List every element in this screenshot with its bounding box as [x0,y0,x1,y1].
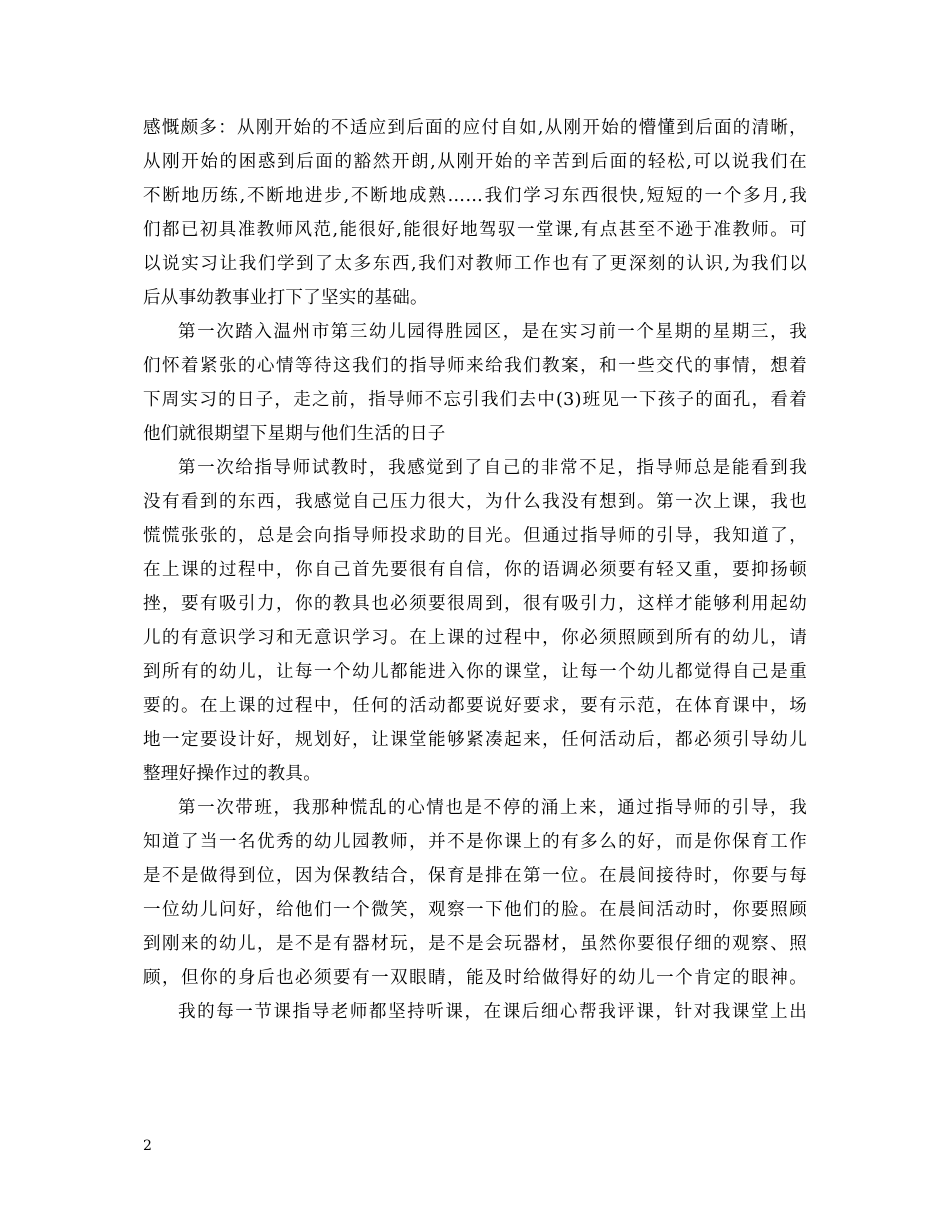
text-line: 他们就很期望下星期与他们生活的日子 [143,424,446,444]
text-line: 要的。在上课的过程中，任何的活动都要说好要求，要有示范，在体育课中，场 [143,696,807,716]
text-line: 没有看到的东西，我感觉自己压力很大，为什么我没有想到。第一次上课，我也 [143,492,807,512]
text-line: 感慨颇多：从刚开始的不适应到后面的应付自如,从刚开始的懵懂到后面的清晰， [143,118,807,138]
text-line: 一位幼儿问好，给他们一个微笑，观察一下他们的脸。在晨间活动时，你要照顾 [143,900,807,920]
text-line: 们怀着紧张的心情等待这我们的指导师来给我们教案，和一些交代的事情，想着 [143,356,807,376]
text-line: 儿的有意识学习和无意识学习。在上课的过程中，你必须照顾到所有的幼儿，请 [143,628,807,648]
text-line: 是不是做得到位，因为保教结合，保育是排在第一位。在晨间接待时，你要与每 [143,866,807,886]
text-line: 挫，要有吸引力，你的教具也必须要很周到，很有吸引力，这样才能够利用起幼 [143,594,807,614]
text-line: 不断地历练,不断地进步,不断地成熟……我们学习东西很快,短短的一个多月,我 [143,186,807,206]
text-line: 们都已初具准教师风范,能很好,能很好地驾驭一堂课,有点甚至不逊于准教师。可 [143,220,807,240]
text-line: 从刚开始的困惑到后面的豁然开朗,从刚开始的辛苦到后面的轻松,可以说我们在 [143,152,807,172]
text-line: 地一定要设计好，规划好，让课堂能够紧凑起来，任何活动后，都必须引导幼儿 [143,730,807,750]
paragraph-first-line: 我的每一节课指导老师都坚持听课，在课后细心帮我评课，针对我课堂上出 [178,1002,807,1022]
text-line: 整理好操作过的教具。 [143,764,321,784]
text-line: 到所有的幼儿，让每一个幼儿都能进入你的课堂，让每一个幼儿都觉得自己是重 [143,662,807,682]
paragraph-first-line: 第一次踏入温州市第三幼儿园得胜园区，是在实习前一个星期的星期三，我 [178,322,807,342]
text-line: 后从事幼教事业打下了坚实的基础。 [143,288,428,308]
text-line: 顾，但你的身后也必须要有一双眼睛，能及时给做得好的幼儿一个肯定的眼神。 [143,968,807,988]
text-line: 在上课的过程中，你自己首先要很有自信，你的语调必须要有轻又重，要抑扬顿 [143,560,807,580]
paragraph-first-line: 第一次带班，我那种慌乱的心情也是不停的涌上来，通过指导师的引导，我 [178,798,807,818]
text-line: 下周实习的日子，走之前，指导师不忘引我们去中(3)班见一下孩子的面孔，看着 [143,390,807,410]
text-line: 以说实习让我们学到了太多东西,我们对教师工作也有了更深刻的认识,为我们以 [143,254,807,274]
text-line: 知道了当一名优秀的幼儿园教师，并不是你课上的有多么的好，而是你保育工作 [143,832,807,852]
paragraph-first-line: 第一次给指导师试教时，我感觉到了自己的非常不足，指导师总是能看到我 [178,458,807,478]
page-number: 2 [143,1138,152,1154]
text-line: 到刚来的幼儿，是不是有器材玩，是不是会玩器材，虽然你要很仔细的观察、照 [143,934,807,954]
text-line: 慌慌张张的，总是会向指导师投求助的目光。但通过指导师的引导，我知道了， [143,526,807,546]
